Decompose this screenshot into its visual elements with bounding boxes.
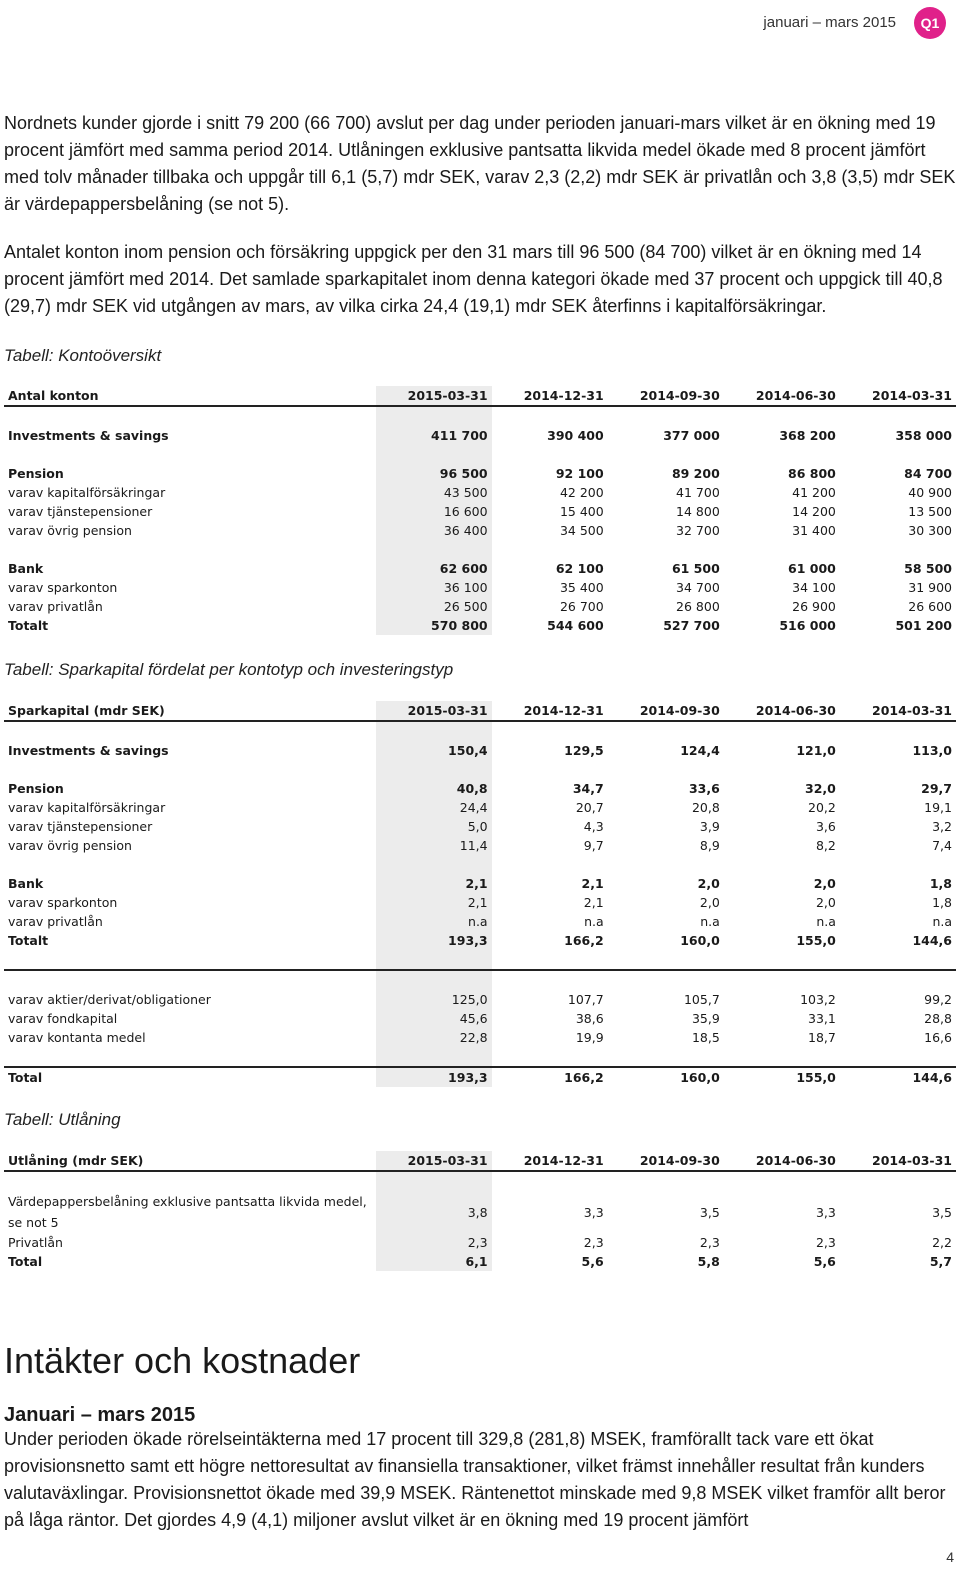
column-date: 2014-09-30 — [608, 701, 724, 721]
table-row: varav övrig pension 36 400 34 500 32 700 31 400 30 300 — [8, 523, 952, 538]
table-row-total: Totalt 570 800 544 600 527 700 516 000 501 200 — [8, 618, 952, 633]
section-title: Intäkter och kostnader — [4, 1340, 361, 1381]
column-date: 2015-03-31 — [376, 1151, 492, 1171]
table-row: Investments & savings 150,4 129,5 124,4 121,0 113,0 — [8, 743, 952, 758]
table-row: Privatlån 2,3 2,3 2,3 2,3 2,2 — [8, 1235, 952, 1250]
paragraph-income: Under perioden ökade rörelseintäkterna med 17 procent till 329,8 (281,8) MSEK, framförallt tack vare ett ökat provisionsnetto samt ett högre nettoresultat av finansiella transaktioner, vilket främst innehåller resultat från kunders valutaväxlingar. Provisionsnettot ökade med 39,9 MSEK. Räntenettot minskade med 9,8 MSEK vilket framför allt beror på låga räntor. Det gjordes 4,9 (4,1) miljoner avslut vilket är en ökning med 19 procent jämfört — [4, 1429, 946, 1530]
page-number: 4 — [946, 1549, 954, 1565]
table-row: Investments & savings 411 700 390 400 377 000 368 200 358 000 — [8, 428, 952, 443]
table-row: varav privatlån 26 500 26 700 26 800 26 900 26 600 — [8, 599, 952, 614]
column-date: 2014-03-31 — [840, 386, 956, 406]
column-date: 2015-03-31 — [376, 701, 492, 721]
paragraph-trading: Nordnets kunder gjorde i snitt 79 200 (66 700) avslut per dag under perioden januari-mars vilket är en ökning med 19 procent jämfört med samma period 2014. Utlåningen exklusive pantsatta likvida medel ökade med 8 procent jämfört med tolv månader tillbaka och uppgår till 6,1 (5,7) mdr SEK, varav 2,3 (2,2) mdr SEK är privatlån och 3,8 (3,5) mdr SEK är värdepappersbelåning (se not 5). — [4, 113, 956, 214]
column-date: 2014-06-30 — [724, 1151, 840, 1171]
table-row: varav fondkapital 45,6 38,6 35,9 33,1 28,8 — [8, 1011, 952, 1026]
table-row-total: Total 6,1 5,6 5,8 5,6 5,7 — [8, 1254, 952, 1269]
table-row: varav tjänstepensioner 16 600 15 400 14 800 14 200 13 500 — [8, 504, 952, 519]
paragraph-pension: Antalet konton inom pension och försäkring uppgick per den 31 mars till 96 500 (84 700) vilket är en ökning med 14 procent jämfört med 2014. Det samlade sparkapitalet inom denna kategori ökade med 37 procent och uppgick till 40,8 (29,7) mdr SEK vid utgången av mars, av vilka cirka 24,4 (19,1) mdr SEK återfinns i kapitalförsäkringar. — [4, 242, 943, 316]
accounts-table — [4, 386, 956, 635]
column-date: 2014-12-31 — [492, 701, 608, 721]
column-date: 2014-09-30 — [608, 386, 724, 406]
table-row-total: Total 193,3 166,2 160,0 155,0 144,6 — [4, 1067, 956, 1087]
header-period: januari – mars 2015 — [763, 14, 896, 31]
savings-capital-table — [4, 701, 956, 1087]
table-row: varav övrig pension 11,4 9,7 8,9 8,2 7,4 — [8, 838, 952, 853]
table-caption-accounts: Tabell: Kontoöversikt — [4, 346, 162, 365]
lending-table — [4, 1151, 956, 1271]
table-row: varav sparkonton 2,1 2,1 2,0 2,0 1,8 — [8, 895, 952, 910]
column-date: 2014-12-31 — [492, 386, 608, 406]
table-row: Pension 40,8 34,7 33,6 32,0 29,7 — [8, 781, 952, 796]
table-title: Utlåning (mdr SEK) — [4, 1151, 376, 1171]
table-row: Pension 96 500 92 100 89 200 86 800 84 700 — [8, 466, 952, 481]
table-caption-savings: Tabell: Sparkapital fördelat per kontotyp och investeringstyp — [4, 660, 454, 679]
column-date: 2014-09-30 — [608, 1151, 724, 1171]
table-row: varav aktier/derivat/obligationer 125,0 107,7 105,7 103,2 99,2 — [8, 992, 952, 1007]
column-date: 2014-03-31 — [840, 1151, 956, 1171]
table-row: varav kontanta medel 22,8 19,9 18,5 18,7 16,6 — [8, 1030, 952, 1045]
column-date: 2014-06-30 — [724, 701, 840, 721]
table-header-row — [4, 1151, 956, 1171]
table-row: Bank 2,1 2,1 2,0 2,0 1,8 — [8, 876, 952, 891]
column-date: 2015-03-31 — [376, 386, 492, 406]
table-header-row — [4, 701, 956, 721]
table-title: Sparkapital (mdr SEK) — [4, 701, 376, 721]
column-date: 2014-06-30 — [724, 386, 840, 406]
table-row: varav privatlån n.a n.a n.a n.a n.a — [8, 914, 952, 929]
table-row: varav tjänstepensioner 5,0 4,3 3,9 3,6 3,2 — [8, 819, 952, 834]
table-row: varav sparkonton 36 100 35 400 34 700 34 100 31 900 — [8, 580, 952, 595]
table-header-row — [4, 386, 956, 406]
table-row: varav kapitalförsäkringar 24,4 20,7 20,8 20,2 19,1 — [8, 800, 952, 815]
table-caption-lending: Tabell: Utlåning — [4, 1110, 121, 1129]
table-title: Antal konton — [4, 386, 376, 406]
column-date: 2014-03-31 — [840, 701, 956, 721]
table-row: varav kapitalförsäkringar 43 500 42 200 41 700 41 200 40 900 — [8, 485, 952, 500]
table-row-total: Totalt 193,3 166,2 160,0 155,0 144,6 — [8, 933, 952, 948]
table-row: Värdepappersbelåning exklusive pantsatta likvida medel, se not 5 3,8 3,3 3,5 3,3 3,5 — [4, 1191, 956, 1233]
section-subtitle: Januari – mars 2015 — [4, 1404, 196, 1426]
table-row: Bank 62 600 62 100 61 500 61 000 58 500 — [8, 561, 952, 576]
quarter-badge: Q1 — [914, 7, 946, 39]
column-date: 2014-12-31 — [492, 1151, 608, 1171]
